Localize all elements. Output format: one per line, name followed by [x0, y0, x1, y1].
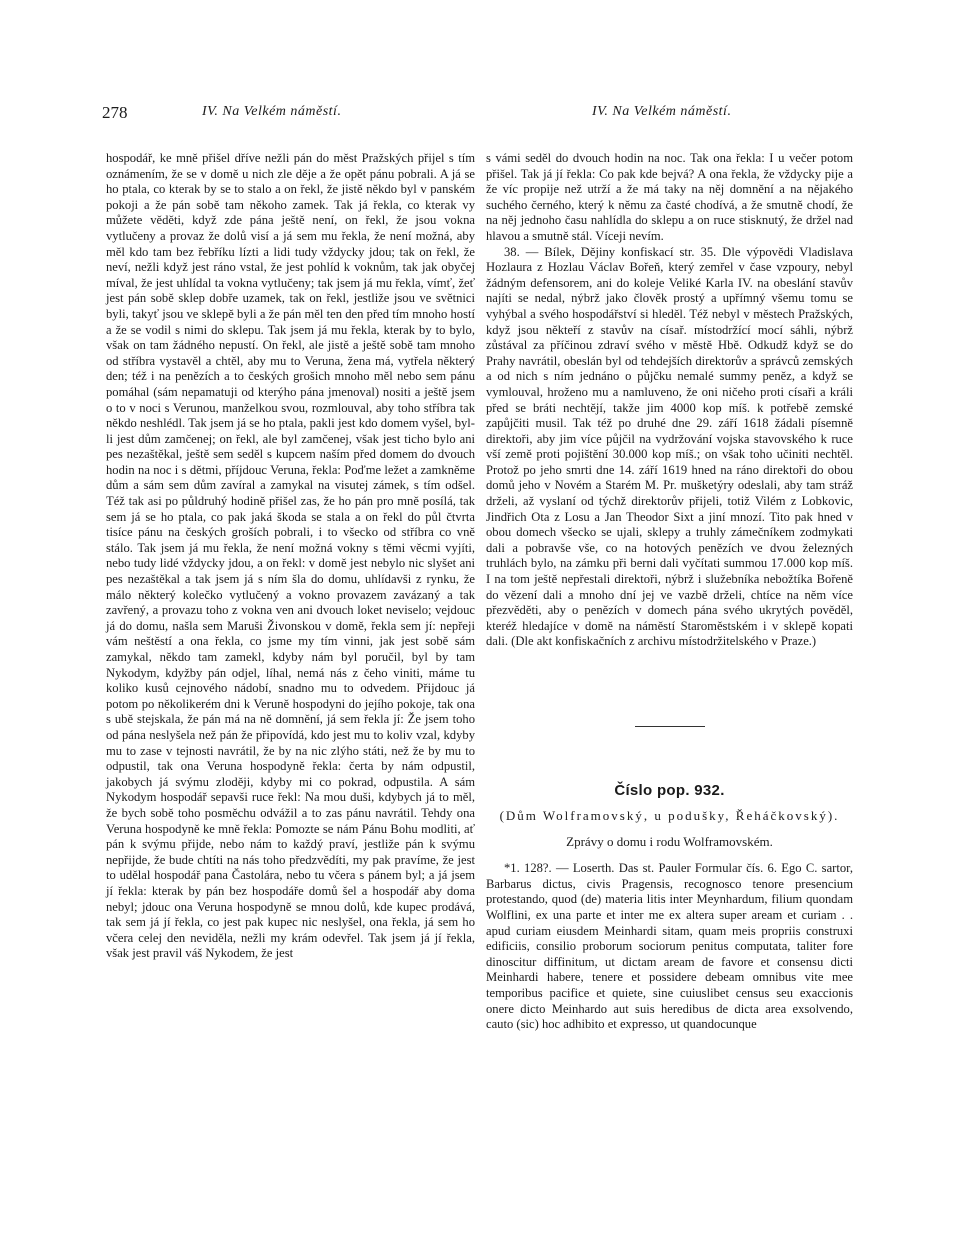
- right-paragraph-2: 38. — Bílek, Dějiny konfiskací str. 35. Dle výpovědi Vladislava Hozlaura z Hozlau Václav Bořeň, který zemřel v čase vzpoury, nebyl žádným defensorem, ani do koleje Veliké Karla IV. na obeslání stavův najíti se nedal, nýbrž jako člověk prostý a upřímný všemu tomu se vyhýbal a svého hospodářství si hleděl. Též nebyl v městech Pražských, když jsou někteří z stavův na císař. místodržící mocí sáhli, nýbrž zůstával za příčinou zdraví svého v městě Hbě. Odkudž když se do Prahy navrátil, obeslán byl od tehdejších direktorův a správců zemských a od nich s ním jednáno o půjčku nemalé summy peněz, a když se vymlouval, hroženo mu a namluveno, že oni ničeho proti císaři a králi před se bráti nechtějí, takže jim 4000 kop míš. k potřebě zemské zapůjčiti musil. Tak též po druhé dne 29. září 1618 žádali písemně direktoři, aby jim více půjčil na vydržování vojska stavovského k ruce vší země proti pojištění 30.000 kop míš.; on však toho učiniti nechtěl. Protož po jeho smrti dne 14. září 1619 hned na ráno direktoři do obou domů jeho v Novém a Starém M. Pr. mušketýry odeslali, aby tam stráž drželi, až vyslaní od týchž direktorův přijeli, totiž Vilém z Lobkovic, Jindřich Ota z Losu a Jan Theodor Sixt a jiní mnozí. Tito pak hned v obou domech všecko se ujali, sklepy a truhly zámečníkem zodmykati dali a pobravše vše, co na hotových penězích ve dvou železných truhlách bylo, na zámku při berni dali vyčítati summou 17.000 kop míš. I na tom ještě nepřestali direktoři, nýbrž i služebníka nebožtíka Bořeně do vězení dali a mnoho dní jej ve vazbě drželi, chtíce na něm více přezvěděti, aby o penězích v domech pána svého ukrytých pověděl, kteréž hledajíce v domě na náměstí Staroměstském i v sklepě kopati dali. (Dle akt konfiskačních z archivu místodržitelského v Praze.): [486, 244, 853, 649]
- page-number: 278: [102, 103, 128, 122]
- running-head-right: IV. Na Velkém náměstí.: [592, 104, 732, 119]
- section-title: Číslo pop. 932.: [614, 782, 725, 799]
- section-heading-block: [486, 726, 853, 849]
- right-column: [486, 151, 853, 1033]
- section-subtitle: (Dům Wolframovský, u podušky, Řeháčkovský).: [499, 807, 840, 823]
- right-paragraph-1: s vámi seděl do dvouch hodin na noc. Tak ona řekla: I u večer potom přišel. Tak já jí řekla: Co pak kde bejvá? A ona řekla, že vždycky pije a že víc propije než utrží a že má taky na něj domnění a na nějakého suchého černého, který k němu za časté chodívá, a že smutně chodí, že na něj jednoho času nahlídla do sklepu a on ruce stisknutý, že držel nad hlavou a smutně stál. Víceji nevím.: [486, 151, 853, 243]
- running-head-left: IV. Na Velkém náměstí.: [202, 104, 342, 119]
- right-paragraph-3: *1. 128?. — Loserth. Das st. Pauler Formular čís. 6. Ego C. sartor, Barbarus dictus, civis Pragensis, recognosco tenore presencium protestando, quod (de) materia litis inter Meynhardum, filium quondam Wolflini, ex una parte et inter me ex altera super aream et curiam . . apud curiam eiusdem Meinhardi sitam, quam meis propriis construxi edificiis, consilio proborum sociorum penitus computata, taliter fore dinoscitur diffinitum, ut dictam aream de favore et consensu dicti Meinhardi habere, tenere et possidere debeam omnibus vite mee temporibus pacifice et quiete, sine cuiuslibet census seu exaccionis onere dicto Meinhardo aut suis heredibus de dicta area exsolvendo, cauto (sic) hoc adhibito et expresso, ut quandocunque: [486, 861, 853, 1032]
- left-paragraph: hospodář, ke mně přišel dříve nežli pán do měst Pražských přijel s tím oznámením, že se v domě u nich zle děje a že opět pánu pobrali. A já se ho ptala, co kterak by se to stalo a on řekl, že jistě někdo byl v panském pokoji a že pán sobě tam někoho zamek. Tak já řekla, co kterak vy můžete věděti, když zde pána ještě není, on řekl, že jsou vokna vytlučeny a provaz že dolů visí a já sem mu řekla, že není možná, aby měl kdo tam bez řebříku lízti a lidi tudy vždycky jdou; tak on řekl, že neví, nežli když jest ráno vstal, že jest pohlíd k voknům, tak jak obyčej míval, že jest uhlídal ta vokna vytlučeny; tak jsem já mu řekla, vímť, žeť jest pán sobě sklep dobře uzamek, tak on řekl, jestliže jsou ve světnici byli, takyť jsou ve sklepě byli a že pán měl ten den před tím mnoho hostí a že se vodil s nimi do sklepu. Tak jsem já mu řekla, kterak by to bylo, však on tam žádného nepustí. On řekl, ale jistě a ještě sobě tam mnoho od stříbra vystavěl a chtěl, aby mu to Veruna, žena má, vytřela některý den; též i na penězích a to českých grošich mnoho měl nebo sem pánu pomáhal (sám nepamatuji od kterýho pána jmenoval) nositi a ještě jsem o to v noci s Verunou, manželkou svou, rozmlouval, aby toho stříbra tak někdo neshlédl. Tak jsem já se ho ptala, pakli jest kdo domem vyšel, byl-li jest dům zamčenej; on řekl, ale byl zamčenej, však jest ticho bylo ani pes nezaštěkal, ještě sem seděl s kupcem naším před domem do dvouch hodin na noc i s dětmi, příjdouc Veruna, řekla: Poďme ležet a zamkněme dům a sám sem dům zavíral a zamykal na visutej zámek, s tím odšel. Též tak asi po půldruhý hodině přišel zas, že ho pán pro mně posílá, tak sem já se ho ptala, co pak jaká škoda se stala a on řekl do půl čtvrta tisíce pánu na českých groších pobrali, i to všecko od stříbra co vně stálo. Tak jsem já mu řekla, že není možná vokny s těmi věcmi vyjíti, nebo tudy lidé vždycky jdou, a on řekl: v domě jest nebylo nic slyšet ani pes nezaštěkal a tak jsem já s ním šla do domu, uhlídavši z rynku, že málo některý kolečko vytlučený a vokno provazem zavázaný a tak zavřený, a provazu toho z vokna ven ani dvouch loket neviselo; vejdouc já do domu, našla sem Maruši Živonskou v domě, řekla sem jí: nepřeji vám neštěstí a ona řekla, co jsme my tím vinni, jak jest sobě sám zamykal, někdo tam zamekl, kdyby nám byl poručil, byl by tam Nykodym, kdyžby pán odjel, líhal, nemá nás z čeho viniti, máme tu koliko kusů cejnového nádobí, snadno mu to odvedem. Přijdouc já potom po několikerém dni k Veruně hospodyni do jejího pokoje, tak ona s ubě stejskala, že pán má na ně domnění, já sem řekla jí: Že jsem toho od pána neslyšela než pán že připovídá, kdo jest mu to koliv vzal, kdyby mu to zase v tejnosti navrátil, že by na nic zlýho státi, než že by mu to odpustil, tak ona Veruna hospodyně řekla: čerta by nám odpustil, jakobych já svýmu zloději, kdyby mi co pokrad, odpustila. A sám Nykodym hospodář sepavši ruce řekl: Na mou duši, kdybych já to měl, že bych sobě toho posměchu odvážil a to zas pánu navrátil. Tehdy ona Veruna hospodyně ke mně řekla: Pomozte se nám Pánu Bohu modliti, ať pán k svýmu přijde, nebo nám to každý praví, jestliže pán k svýmu nepřijde, že bude chtíti na nás toho předzvědíti, my pak pravíme, že jest to udělal hospodář pana Častolára, nebo tu včera s pánem byl; a já jsem jí řekla: kterak by pán bez hospodáře domů šel a hospodář aby doma nebyl; jdouc ona Veruna hospodyně se mnou dolů, kde kupec prodává, tak sem já jí řekla, co jest pak kupec nic neslyšel, ona řekla, já sem ho včera celej den neviděla, nežli my krám odevřel. Tak jsem já jí řekla, však jest pravil váš Nykodem, že jest: [106, 151, 475, 961]
- separator-rule: [635, 726, 705, 727]
- section-note: Zprávy o domu i rodu Wolframovském.: [566, 833, 773, 849]
- left-column: [106, 151, 475, 962]
